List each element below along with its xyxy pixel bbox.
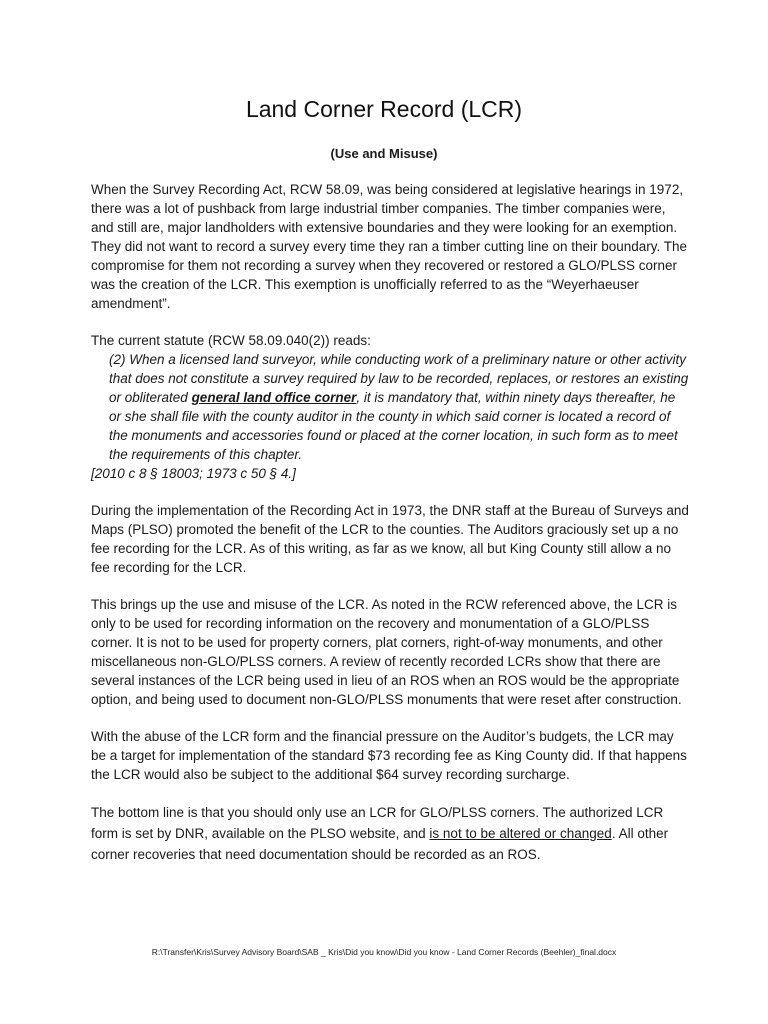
statute-quote-text-end: , it is mandatory that, within ninety days thereafter, he or she shall file with the county auditor in the county in which said corner is located a record of the monuments and accessories found or placed at the corner location, in such form as to meet the requirements of this chapter. xyxy=(109,390,678,462)
bottom-line-text-start: The bottom line is that you should only use an LCR for GLO/PLSS corners. The authorized LCR form is set by DNR, available on the PLSO website, and xyxy=(91,805,664,841)
statute-intro: The current statute (RCW 58.09.040(2)) reads: xyxy=(91,333,371,348)
paragraph-fees: With the abuse of the LCR form and the financial pressure on the Auditor’s budgets, the LCR may be a target for implementation of the standard $73 recording fee as King County did. If that happens the LCR would also be subject to the additional $64 survey recording surcharge. xyxy=(91,729,687,782)
paragraph-history: When the Survey Recording Act, RCW 58.09, was being considered at legislative hearings in 1972, there was a lot of pushback from large industrial timber companies. The timber companies were, and still are, major landholders with extensive boundaries and they were looking for an exemption. They did not want to record a survey every time they ran a timber cutting line on their boundary. The compromise for them not recording a survey when they recovered or restored a GLO/PLSS corner was the creation of the LCR. This exemption is unofficially referred to as the “Weyerhaeuser amendment”. xyxy=(91,182,688,311)
document-subtitle: (Use and Misuse) xyxy=(330,146,438,161)
document-title: Land Corner Record (LCR) xyxy=(245,96,523,122)
paragraph-implementation: During the implementation of the Recording Act in 1973, the DNR staff at the Bureau of Surveys and Maps (PLSO) promoted the benefit of the LCR to the counties. The Auditors graciously set up a no fee recording for the LCR. As of this writing, as far as we know, all but King County still allow a no fee recording for the LCR. xyxy=(91,503,689,575)
statute-block xyxy=(91,331,691,483)
statute-quote-emphasis: general land office corner xyxy=(191,390,357,405)
bottom-line-underlined: is not to be altered or changed xyxy=(429,826,612,841)
statute-quote-text-start: (2) When a licensed land surveyor, while conducting work of a preliminary nature or other activity that does not constitute a survey required by law to be recorded, replaces, or restores an existing or obliterated xyxy=(109,352,689,405)
bottom-line-text-end: . All other corner recoveries that need documentation should be recorded as an ROS. xyxy=(91,826,669,862)
statute-quote xyxy=(91,350,691,464)
paragraph-bottom-line xyxy=(91,802,691,865)
document-body xyxy=(91,180,691,883)
statute-citation: [2010 c 8 § 18003; 1973 c 50 § 4.] xyxy=(91,466,296,481)
paragraph-misuse: This brings up the use and misuse of the LCR. As noted in the RCW referenced above, the LCR is only to be used for recording information on the recovery and monumentation of a GLO/PLSS corner. It is not to be used for property corners, plat corners, right-of-way monuments, and other miscellaneous non-GLO/PLSS corners. A review of recently recorded LCRs show that there are several instances of the LCR being used in lieu of an ROS when an ROS would be the appropriate option, and being used to document non-GLO/PLSS monuments that were reset after construction. xyxy=(91,597,682,707)
footer-file-path: R:\Transfer\Kris\Survey Advisory Board\SAB _ Kris\Did you know\Did you know - Land Corner Records (Beehler)_final.docx xyxy=(151,947,617,957)
